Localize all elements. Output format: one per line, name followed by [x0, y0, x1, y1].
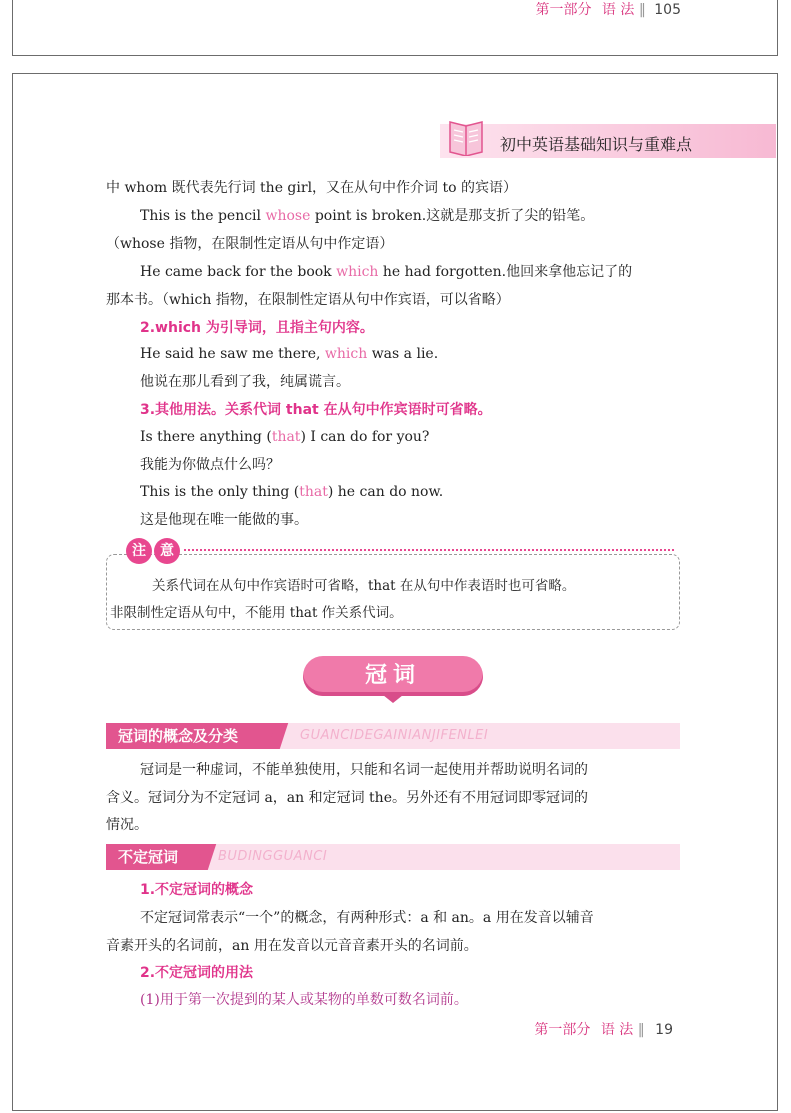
subheading: 3.其他用法。关系代词 that 在从句中作宾语时可省略。: [140, 402, 492, 418]
example-sentence: [140, 206, 712, 226]
text-span: Is there anything (: [140, 429, 272, 445]
subheading: 2.不定冠词的用法: [140, 965, 254, 981]
text-span: He said he saw me there,: [140, 346, 325, 362]
text-line: 中 whom 既代表先行词 the girl，又在从句中作介词 to 的宾语）: [106, 180, 517, 196]
section-label: 不定冠词: [106, 844, 206, 870]
chapter-pointer: [383, 695, 403, 703]
text-span: This is the pencil: [140, 208, 266, 224]
subheading: 1.不定冠词的概念: [140, 882, 254, 898]
text-span: he had forgotten.他回来拿他忘记了的: [378, 264, 633, 280]
text-span: He came back for the book: [140, 264, 337, 280]
paragraph-line: 冠词是一种虚词，不能单独使用，只能和名词一起使用并帮助说明名词的: [140, 762, 588, 778]
header-section: 语 法: [601, 2, 635, 18]
previous-page-header: [535, 0, 681, 19]
book-icon: [446, 118, 486, 156]
text-line: （whose 指物，在限制性定语从句中作定语）: [106, 236, 394, 252]
chapter-title: 冠词: [303, 656, 483, 696]
text-span: This is the only thing (: [140, 484, 300, 500]
text-span: point is broken.这就是那支折了尖的铅笔。: [310, 208, 595, 224]
highlight-word: that: [271, 429, 301, 445]
note-divider: [184, 549, 674, 551]
example-sentence: [140, 344, 712, 364]
highlight-word: that: [299, 484, 328, 500]
example-sentence: [140, 262, 712, 282]
highlight-word: which: [336, 264, 379, 280]
text-span: ) he can do now.: [327, 484, 444, 500]
note-text: 非限制性定语从句中，不能用 that 作关系代词。: [110, 605, 403, 621]
book-title: 初中英语基础知识与重难点: [500, 135, 693, 154]
highlight-word: which: [324, 346, 368, 362]
paragraph-line: (1)用于第一次提到的某人或某物的单数可数名词前。: [140, 992, 468, 1008]
footer-separator: ‖: [637, 1022, 645, 1038]
page-number: 105: [654, 2, 681, 18]
translation: 这是他现在唯一能做的事。: [140, 512, 308, 528]
subheading: 2.which 为引导词，且指主句内容。: [140, 320, 374, 336]
footer-part: 第一部分: [534, 1022, 591, 1038]
header-separator: ‖: [638, 2, 646, 18]
translation: 他说在那儿看到了我，纯属谎言。: [140, 374, 350, 390]
note-badge: 意: [154, 538, 180, 564]
paragraph-line: 情况。: [106, 817, 148, 833]
paragraph-line: 音素开头的名词前，an 用在发音以元音音素开头的名词前。: [106, 938, 478, 954]
page-footer: [534, 1019, 673, 1039]
text-line: 那本书。（which 指物，在限制性定语从句中作宾语，可以省略）: [106, 292, 510, 308]
section-pinyin: GUANCIDEGAINIANJIFENLEI: [300, 728, 489, 743]
section-bar: [106, 844, 680, 870]
highlight-word: whose: [265, 208, 311, 224]
example-sentence: [140, 482, 712, 502]
section-label: 冠词的概念及分类: [106, 723, 278, 749]
header-part: 第一部分: [535, 2, 592, 18]
section-pinyin: BUDINGGUANCI: [218, 849, 328, 864]
text-span: ) I can do for you?: [300, 429, 430, 445]
example-sentence: [140, 427, 712, 447]
paragraph-line: 含义。冠词分为不定冠词 a，an 和定冠词 the。另外还有不用冠词即零冠词的: [106, 790, 588, 806]
page-number: 19: [655, 1022, 673, 1038]
book-title-banner: [440, 124, 776, 158]
footer-section: 语 法: [600, 1022, 634, 1038]
note-badge: 注: [126, 538, 152, 564]
section-bar: [106, 723, 680, 749]
note-text: 关系代词在从句中作宾语时可省略，that 在从句中作表语时也可省略。: [152, 578, 576, 594]
paragraph-line: 不定冠词常表示“一个”的概念，有两种形式：a 和 an。a 用在发音以辅音: [140, 910, 594, 926]
text-span: was a lie.: [367, 346, 439, 362]
translation: 我能为你做点什么吗？: [140, 457, 280, 473]
